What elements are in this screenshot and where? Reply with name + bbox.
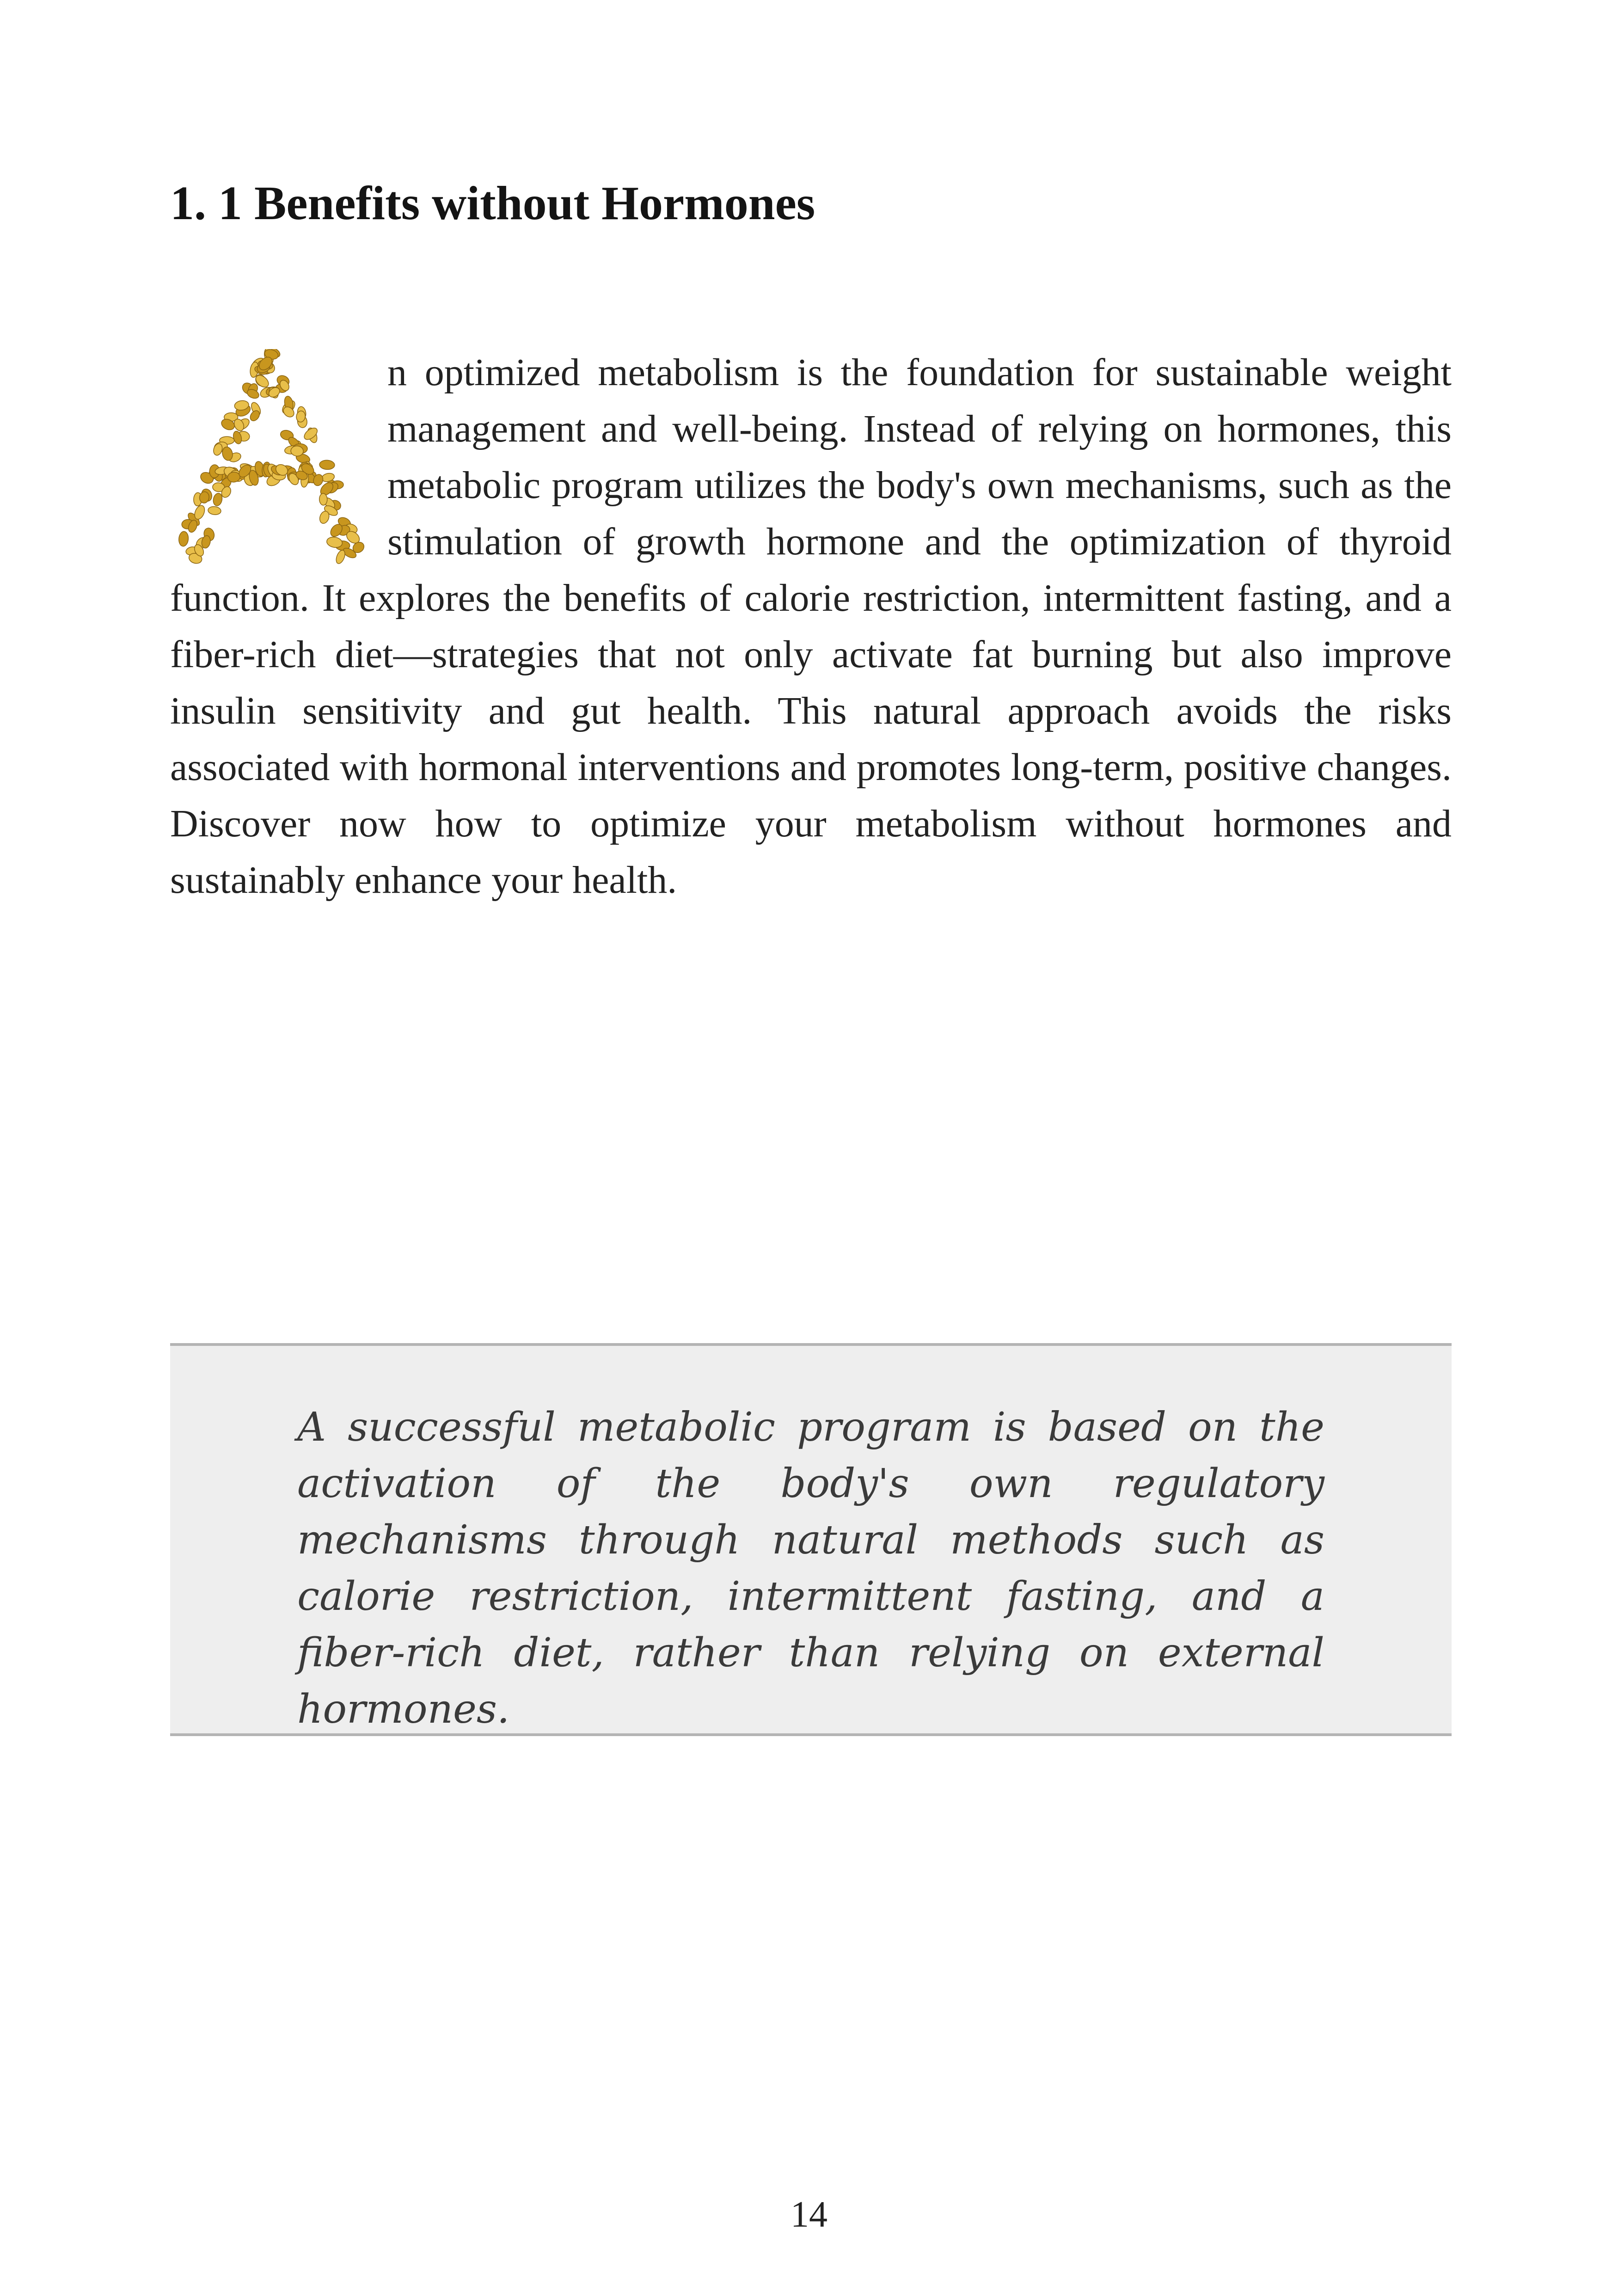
summary-callout-box <box>170 1343 1452 1736</box>
seed-letter-a-icon <box>170 349 369 564</box>
seed <box>208 506 221 515</box>
intro-paragraph-text: n optimized metabolism is the foundation for sustainable weight management and well-being. Instead of relying on hormones, this metabolic program utilizes the body's own mechanisms, such as the stimulation of growth hormone and the optimization of thyroid function. It explores the benefits of calorie restriction, intermittent fasting, and a fiber-rich diet—strategies that not only activate fat burning but also improve insulin sensitivity and gut health. This natural approach avoids the risks associated with hormonal interventions and promotes long-term, positive changes. Discover now how to optimize your metabolism without hormones and sustainably enhance your health. <box>170 351 1452 902</box>
section-heading: 1. 1 Benefits without Hormones <box>170 177 815 230</box>
intro-paragraph <box>170 344 1452 909</box>
seed <box>319 460 335 470</box>
drop-cap-seed-letter <box>170 349 369 564</box>
callout-text: A successful metabolic program is based on the activation of the body's own regulatory mechanisms through natural methods such as calorie restriction, intermittent fasting, and a fiber-rich diet, rather than relying on external hormones. <box>297 1404 1324 1732</box>
page-number: 14 <box>791 2194 827 2235</box>
seed <box>319 493 327 505</box>
seed <box>178 531 189 547</box>
